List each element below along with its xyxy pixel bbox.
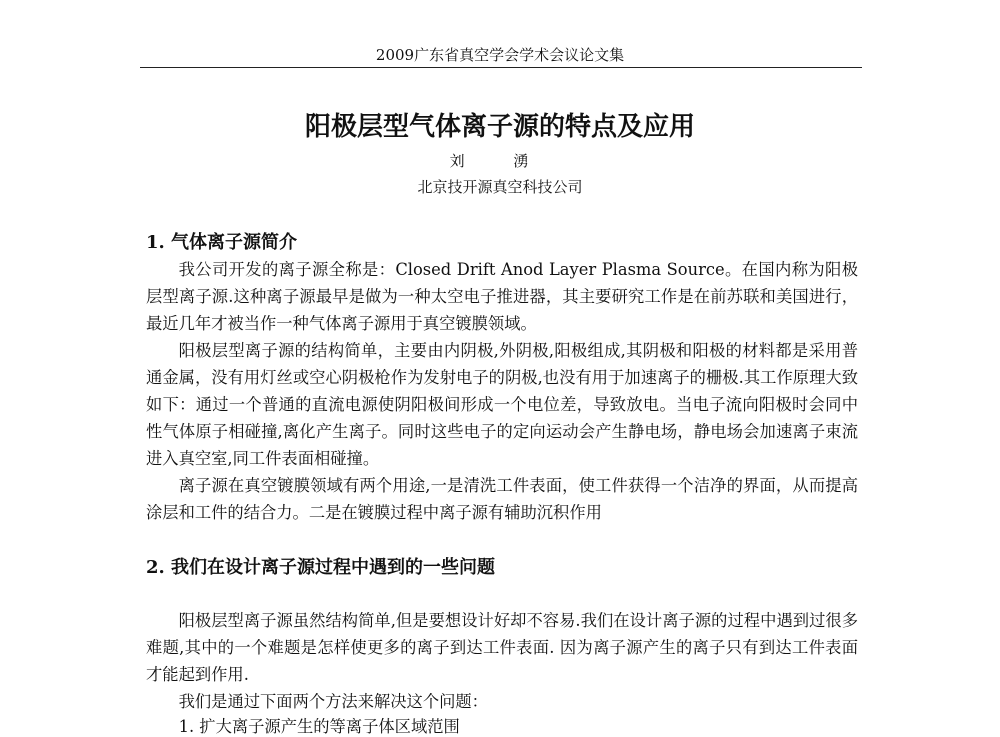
paragraph: 阳极层型离子源虽然结构简单,但是要想设计好却不容易.我们在设计离子源的过程中遇到过很多难题,其中的一个难题是怎样使更多的离子到达工件表面. 因为离子源产生的离子只有到达工件表面才能起到作用. bbox=[146, 611, 858, 684]
paragraph: 阳极层型离子源的结构简单，主要由内阴极,外阴极,阳极组成,其阴极和阳极的材料都是采用普通金属，没有用灯丝或空心阴极枪作为发射电子的阴极,也没有用于加速离子的栅极.其工作原理大致如下：通过一个普通的直流电源使阴阳极间形成一个电位差，导致放电。当电子流向阳极时会同中性气体原子相碰撞,离化产生离子。同时这些电子的定向运动会产生静电场，静电场会加速离子束流进入真空室,同工件表面相碰撞。 bbox=[146, 341, 858, 468]
running-header: 2009广东省真空学会学术会议论文集 bbox=[375, 46, 625, 64]
paragraph: 我们是通过下面两个方法来解决这个问题： bbox=[178, 692, 488, 711]
paragraph: 我公司开发的离子源全称是：Closed Drift Anod Layer Plasma Source。在国内称为阳极层型离子源.这种离子源最早是做为一种太空电子推进器，其主要研究工作是在前苏联和美国进行，最近几年才被当作一种气体离子源用于真空镀膜领域。 bbox=[146, 260, 858, 333]
paragraph: 离子源在真空镀膜领域有两个用途,一是清洗工件表面，使工件获得一个洁净的界面，从而提高涂层和工件的结合力。二是在镀膜过程中离子源有辅助沉积作用 bbox=[146, 476, 858, 522]
affiliation: 北京技开源真空科技公司 bbox=[417, 178, 583, 196]
author: 刘 湧 bbox=[449, 152, 551, 170]
section-heading: 1. 气体离子源简介 bbox=[146, 232, 298, 253]
paper-title: 阳极层型气体离子源的特点及应用 bbox=[304, 112, 695, 142]
list-item: 1. 扩大离子源产生的等离子体区域范围 bbox=[178, 717, 460, 736]
header-rule bbox=[140, 67, 862, 68]
section-heading: 2. 我们在设计离子源过程中遇到的一些问题 bbox=[146, 557, 496, 578]
